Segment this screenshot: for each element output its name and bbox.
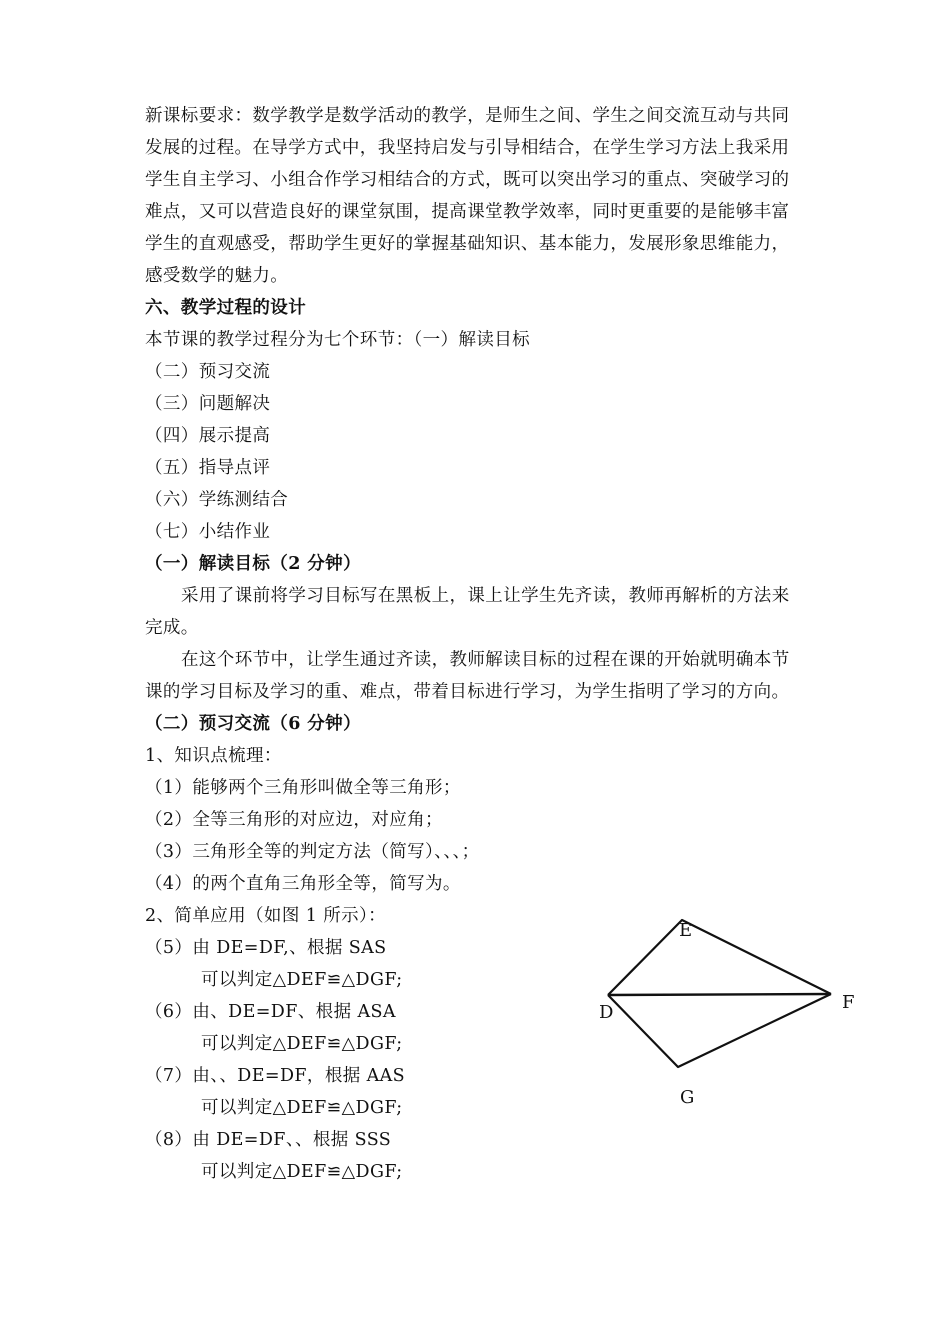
application-title: 2、简单应用（如图 1 所示）： xyxy=(145,906,387,926)
stage-item: （四）展示提高 xyxy=(145,426,271,446)
intro-line: 学生自主学习、小组合作学习相结合的方式，既可以突出学习的重点、突破学习的 xyxy=(145,170,790,190)
intro-line: 难点，又可以营造良好的课堂氛围，提高课堂教学效率，同时更重要的是能够丰富 xyxy=(145,202,790,222)
paragraph-line: 在这个环节中，让学生通过齐读，教师解读目标的过程在课的开始就明确本节 xyxy=(181,650,790,670)
figure-diagonal-df xyxy=(608,994,831,995)
stage-item: （六）学练测结合 xyxy=(145,490,289,510)
application-condition: （7）由、、DE=DF，根据 AAS xyxy=(145,1066,406,1086)
application-conclusion: 可以判定△DEF≌△DGF; xyxy=(201,1098,403,1118)
knowledge-item: （2）全等三角形的对应边，对应角； xyxy=(145,810,443,830)
subsection-heading: （二）预习交流（6 分钟） xyxy=(145,714,361,734)
paragraph-line: 采用了课前将学习目标写在黑板上，课上让学生先齐读，教师再解析的方法来 xyxy=(181,586,790,606)
application-condition: （6）由、DE=DF、根据 ASA xyxy=(145,1002,396,1022)
knowledge-item: （3）三角形全等的判定方法（简写）、、、； xyxy=(145,842,480,862)
vertex-label-f: F xyxy=(842,992,855,1013)
stage-item: （二）预习交流 xyxy=(145,362,271,382)
stage-item: （三）问题解决 xyxy=(145,394,271,414)
stage-item: （五）指导点评 xyxy=(145,458,271,478)
section-heading: 六、教学过程的设计 xyxy=(145,298,307,318)
application-condition: （5）由 DE=DF,、根据 SAS xyxy=(145,938,387,958)
paragraph-line: 课的学习目标及学习的重、难点，带着目标进行学习，为学生指明了学习的方向。 xyxy=(145,682,790,702)
figure-edge-dg-gf xyxy=(608,994,831,1067)
subsection-heading: （一）解读目标（2 分钟） xyxy=(145,554,361,574)
intro-line: 学生的直观感受，帮助学生更好的掌握基础知识、基本能力，发展形象思维能力， xyxy=(145,234,790,254)
intro-line: 感受数学的魅力。 xyxy=(145,266,289,286)
intro-line: 发展的过程。在导学方式中，我坚持启发与引导相结合，在学生学习方法上我采用 xyxy=(145,138,790,158)
knowledge-item: （1）能够两个三角形叫做全等三角形； xyxy=(145,778,461,798)
vertex-label-d: D xyxy=(599,1002,614,1023)
vertex-label-e: E xyxy=(679,920,693,941)
stage-item: （七）小结作业 xyxy=(145,522,271,542)
stages-intro: 本节课的教学过程分为七个环节：（一）解读目标 xyxy=(145,330,531,350)
knowledge-item: （4）的两个直角三角形全等，简写为。 xyxy=(145,874,461,894)
application-conclusion: 可以判定△DEF≌△DGF; xyxy=(201,1034,403,1054)
paragraph-line: 完成。 xyxy=(145,618,199,638)
vertex-label-g: G xyxy=(680,1087,695,1108)
geometry-figure xyxy=(590,912,880,1122)
knowledge-title: 1、知识点梳理： xyxy=(145,746,282,766)
figure-edge-de-ef xyxy=(608,920,831,995)
intro-line: 新课标要求：数学教学是数学活动的教学，是师生之间、学生之间交流互动与共同 xyxy=(145,106,790,126)
application-condition: （8）由 DE=DF、、根据 SSS xyxy=(145,1130,392,1150)
application-conclusion: 可以判定△DEF≌△DGF; xyxy=(201,970,403,990)
application-conclusion: 可以判定△DEF≌△DGF; xyxy=(201,1162,403,1182)
